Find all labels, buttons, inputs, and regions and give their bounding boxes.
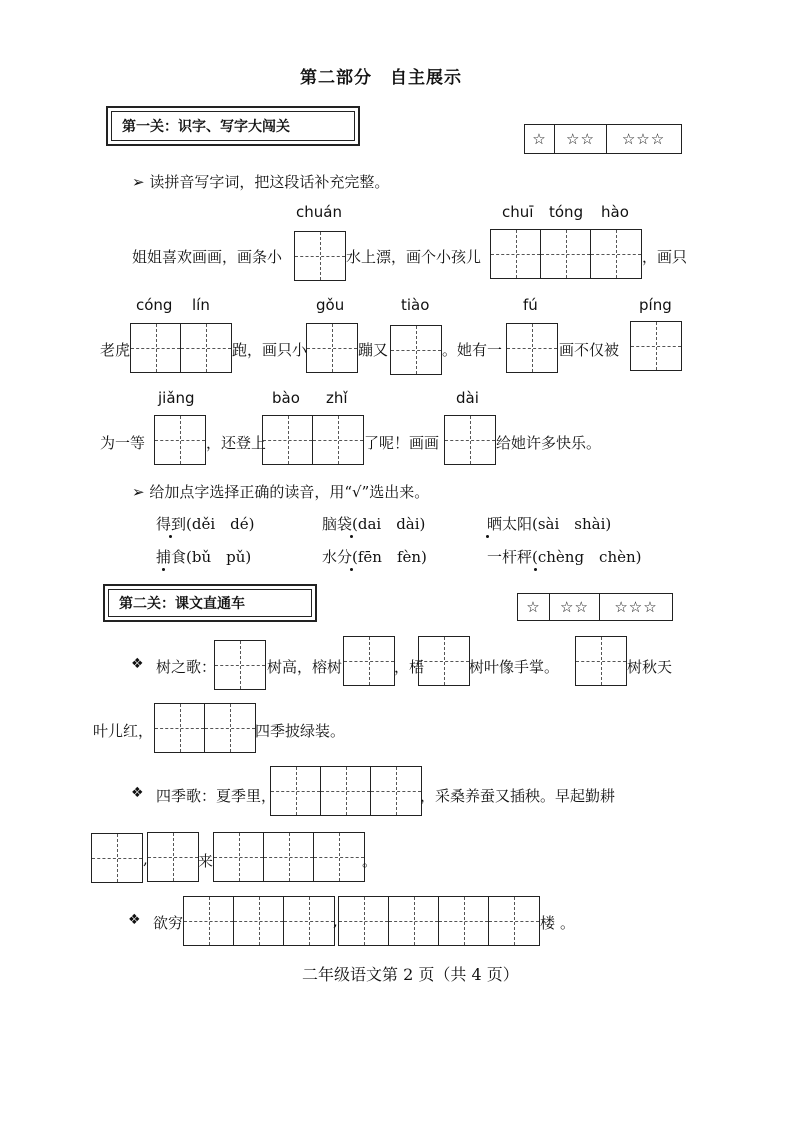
sentence-text: 姐姐喜欢画画，画条小 xyxy=(132,248,283,266)
writing-grid[interactable] xyxy=(390,325,442,375)
song-text: , xyxy=(143,850,148,868)
emphasis-dot xyxy=(350,535,353,538)
pinyin: tóng xyxy=(549,203,584,221)
bullet-icon: ❖ xyxy=(128,912,141,928)
writing-grid[interactable] xyxy=(91,833,143,883)
writing-grid[interactable] xyxy=(154,703,256,753)
writing-grid[interactable] xyxy=(343,636,395,686)
writing-grid[interactable] xyxy=(213,832,365,882)
song-text: 树秋天 xyxy=(627,658,673,676)
song-text: 树叶像手掌。 xyxy=(469,658,560,676)
pinyin: cóng xyxy=(136,296,173,314)
sentence-text: 。她有一 xyxy=(442,341,503,359)
song-text: 四季披绿装。 xyxy=(255,722,346,740)
task1-instruction: ➢ 读拼音写字词，把这段话补充完整。 xyxy=(132,173,390,191)
writing-grid[interactable] xyxy=(444,415,496,465)
emphasis-dot xyxy=(486,535,489,538)
writing-grid[interactable] xyxy=(294,231,346,281)
writing-grid[interactable] xyxy=(506,323,558,373)
arrow-icon: ➢ xyxy=(132,173,145,191)
sentence-text: 了呢！画画 xyxy=(364,434,440,452)
star-rating-3[interactable]: ☆☆☆ xyxy=(614,598,658,616)
sentence-text: 老虎 xyxy=(100,341,131,359)
sentence-text: ，还登上 xyxy=(206,434,267,452)
arrow-icon: ➢ xyxy=(132,483,145,501)
writing-grid[interactable] xyxy=(130,323,232,373)
song-text: 树之歌： xyxy=(156,658,217,676)
writing-grid[interactable] xyxy=(306,323,358,373)
sentence-text: 跑，画只小 xyxy=(232,341,308,359)
reading-choice[interactable]: 晒太阳(sài shài) xyxy=(487,515,612,533)
song-text: 。 xyxy=(362,852,378,870)
poem-text: 。 xyxy=(560,914,576,932)
pinyin: tiào xyxy=(401,296,430,314)
pinyin: gǒu xyxy=(316,296,345,314)
star-rating-1[interactable]: ☆ xyxy=(525,125,555,153)
star-rating-3[interactable]: ☆☆☆ xyxy=(621,130,666,148)
writing-grid[interactable] xyxy=(183,896,335,946)
sentence-text: ，画只 xyxy=(642,248,688,266)
level2-title: 第二关：课文直通车 xyxy=(119,596,245,612)
reading-choice[interactable]: 捕食(bǔ pǔ) xyxy=(156,548,252,566)
level2-title-frame xyxy=(103,584,317,622)
star-rating-1[interactable]: ☆ xyxy=(518,594,550,620)
writing-grid[interactable] xyxy=(147,832,199,882)
song-text: 四季歌：夏季里， xyxy=(156,787,277,805)
sentence-text: 为一等 xyxy=(100,434,146,452)
poem-text: 楼 xyxy=(540,914,556,932)
pinyin: bào xyxy=(272,389,300,407)
emphasis-dot xyxy=(534,568,537,571)
pinyin: chuī xyxy=(502,203,534,221)
song-text: 树高，榕树 xyxy=(267,658,343,676)
bullet-icon: ❖ xyxy=(131,656,144,672)
level2-star-rating xyxy=(517,593,673,621)
writing-grid[interactable] xyxy=(214,640,266,690)
pinyin: fú xyxy=(523,296,538,314)
pinyin: lín xyxy=(192,296,210,314)
poem-text: 欲穷 xyxy=(153,914,184,932)
bullet-icon: ❖ xyxy=(131,785,144,801)
page-footer: 二年级语文第 2 页（共 4 页） xyxy=(302,965,519,984)
task2-instruction: ➢ 给加点字选择正确的读音，用“√”选出来。 xyxy=(132,483,430,501)
poem-text: , xyxy=(333,912,338,930)
pinyin: jiǎng xyxy=(158,389,195,407)
song-text: ，梧 xyxy=(394,658,425,676)
emphasis-dot xyxy=(350,568,353,571)
writing-grid[interactable] xyxy=(262,415,364,465)
emphasis-dot xyxy=(169,535,172,538)
reading-choice[interactable]: 水分(fēn fèn) xyxy=(322,548,427,566)
part-title: 第二部分 自主展示 xyxy=(300,68,462,88)
pinyin: dài xyxy=(456,389,479,407)
song-text: 来 xyxy=(198,852,214,870)
song-text: ，采桑养蚕又插秧。早起勤耕 xyxy=(420,787,616,805)
level1-title: 第一关：识字、写字大闯关 xyxy=(122,119,290,135)
pinyin: píng xyxy=(639,296,672,314)
writing-grid[interactable] xyxy=(575,636,627,686)
level1-star-rating xyxy=(524,124,682,154)
writing-grid[interactable] xyxy=(154,415,206,465)
pinyin: chuán xyxy=(296,203,342,221)
reading-choice[interactable]: 脑袋(dai dài) xyxy=(322,515,426,533)
writing-grid[interactable] xyxy=(270,766,422,816)
pinyin: hào xyxy=(601,203,629,221)
writing-grid[interactable] xyxy=(490,229,642,279)
level1-title-frame xyxy=(106,106,360,146)
writing-grid[interactable] xyxy=(418,636,470,686)
star-rating-2[interactable]: ☆☆ xyxy=(550,594,600,620)
sentence-text: 水上漂，画个小孩儿 xyxy=(346,248,482,266)
song-text: 叶儿红， xyxy=(93,722,154,740)
writing-grid[interactable] xyxy=(630,321,682,371)
reading-choice[interactable]: 得到(děi dé) xyxy=(156,515,255,533)
sentence-text: 给她许多快乐。 xyxy=(496,434,602,452)
reading-choice[interactable]: 一杆秤(chèng chèn) xyxy=(487,548,642,566)
writing-grid[interactable] xyxy=(338,896,540,946)
pinyin: zhǐ xyxy=(326,389,348,407)
sentence-text: 画不仅被 xyxy=(559,341,620,359)
emphasis-dot xyxy=(162,568,165,571)
sentence-text: 蹦又 xyxy=(358,341,389,359)
star-rating-2[interactable]: ☆☆ xyxy=(555,125,607,153)
